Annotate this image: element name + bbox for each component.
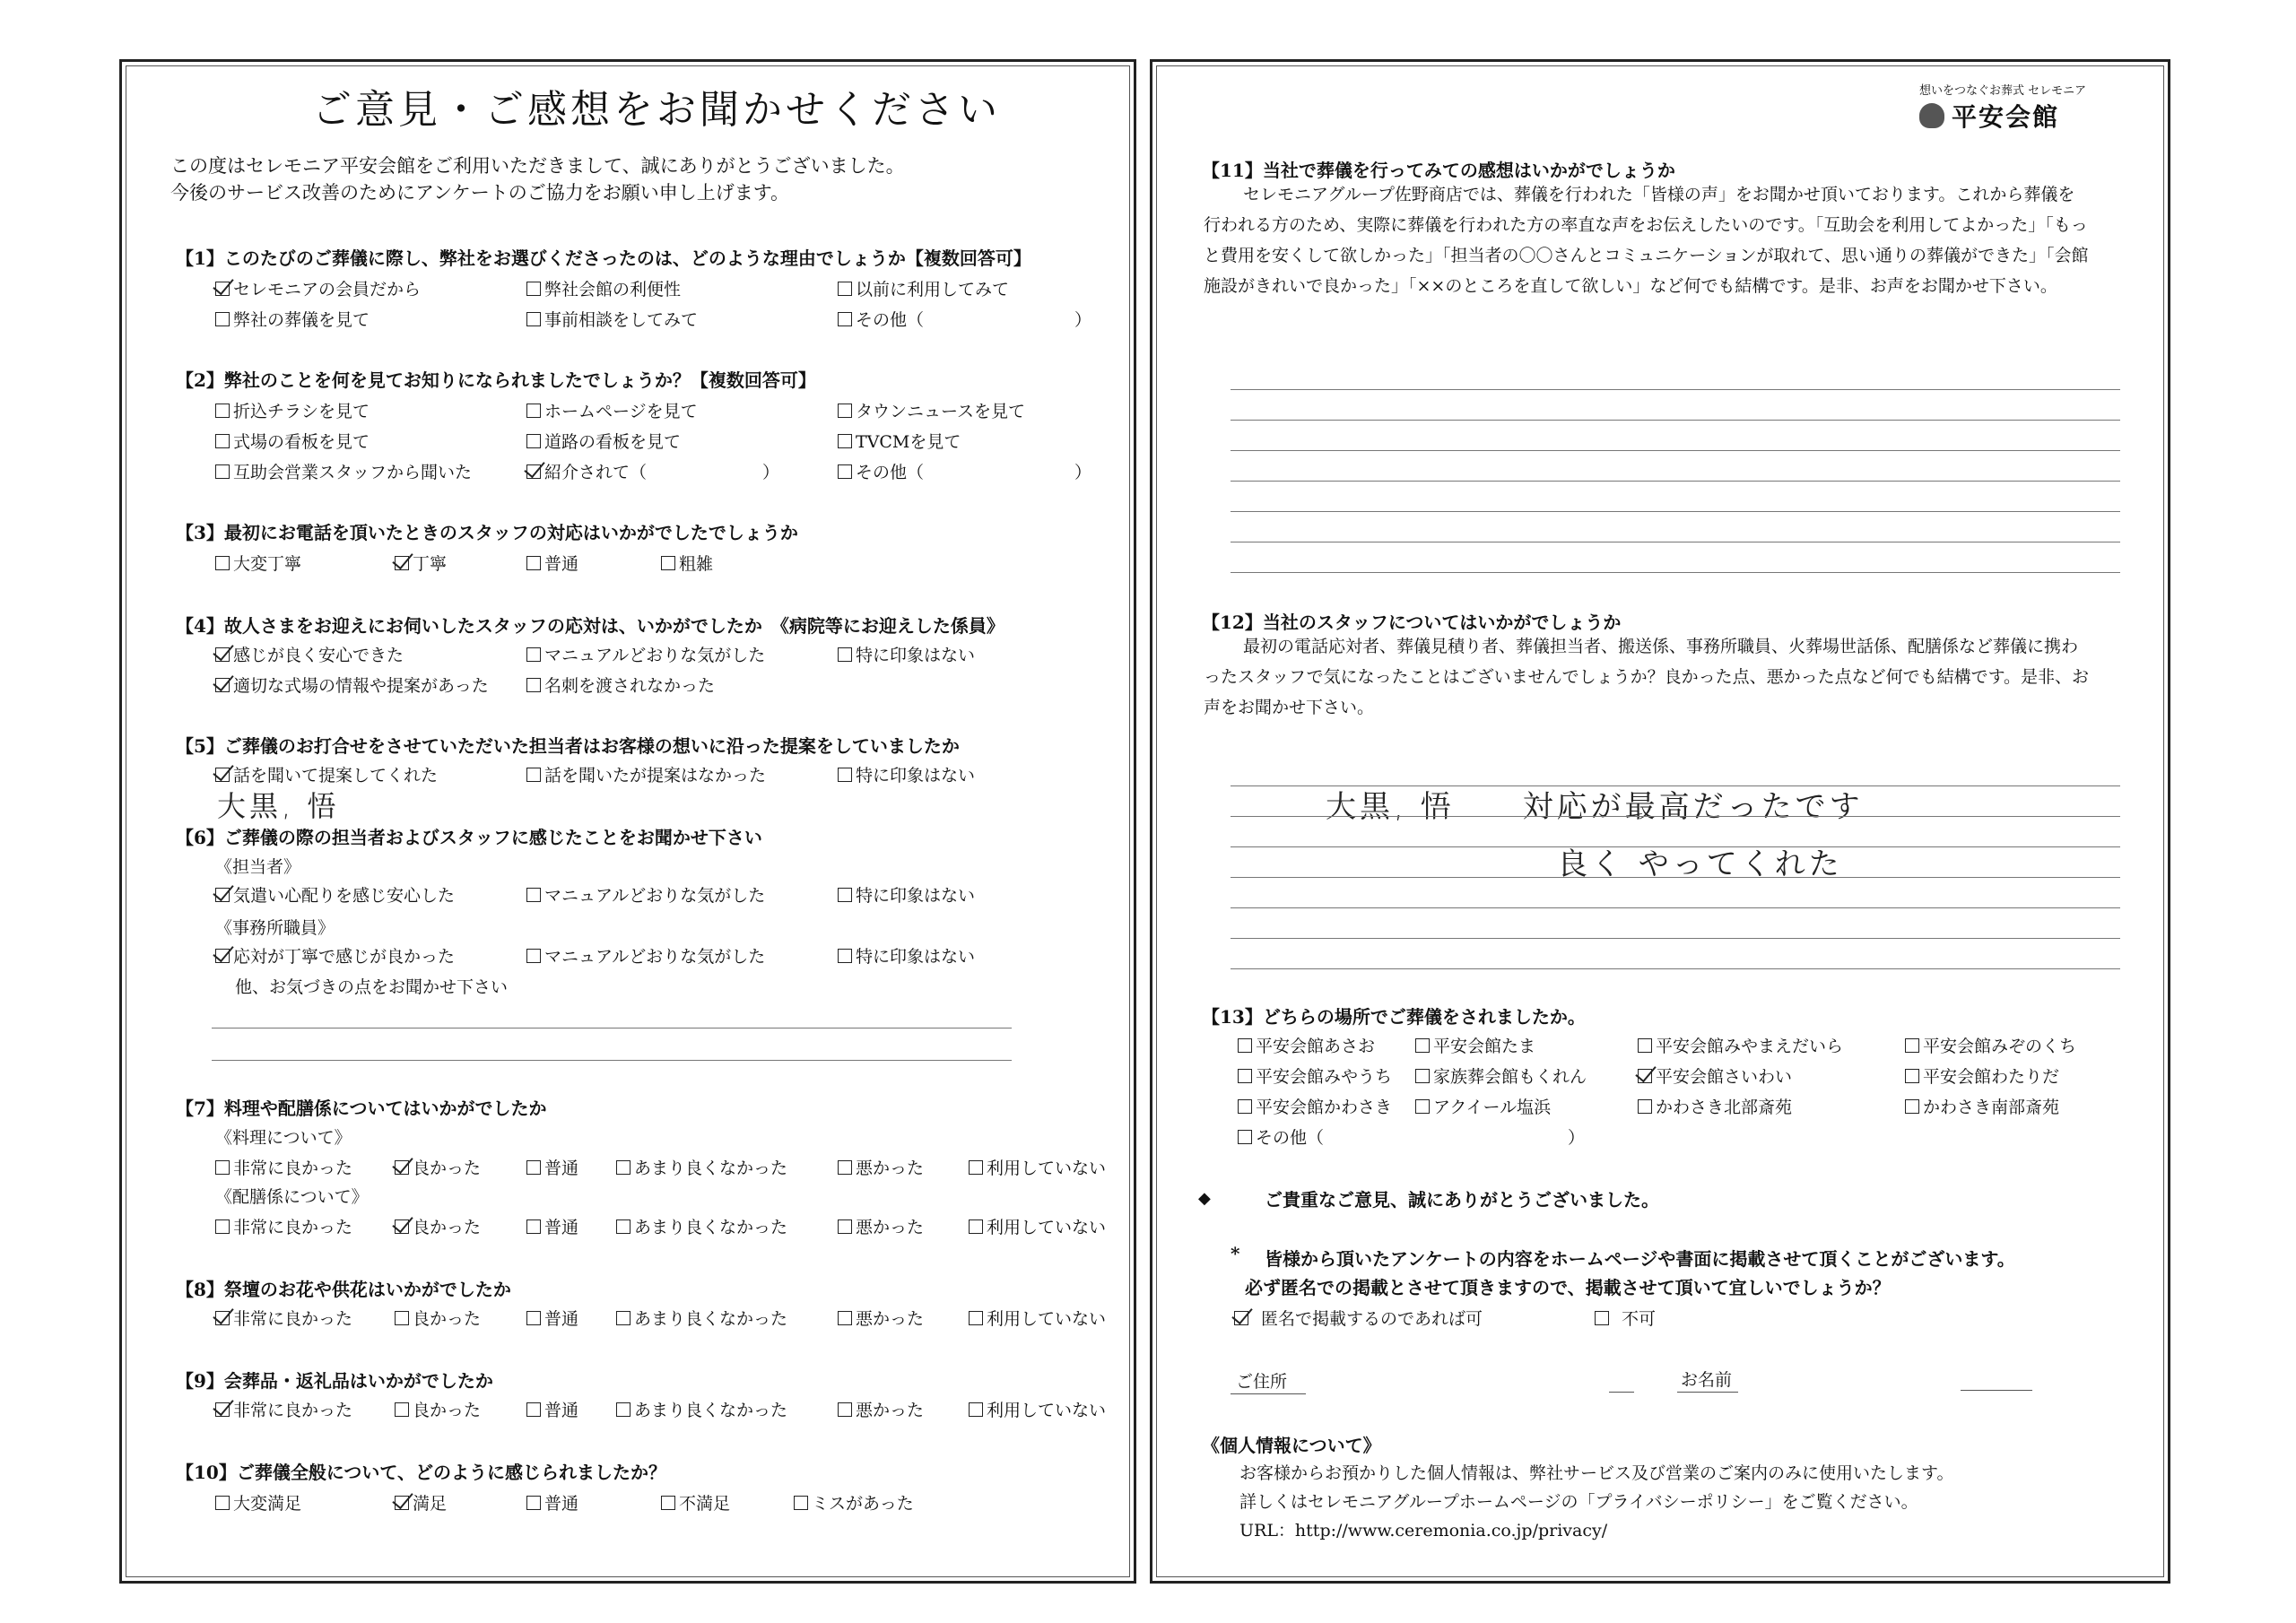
- q13-option[interactable]: 平安会館あさお: [1238, 1033, 1375, 1057]
- q6-option[interactable]: 特に印象はない: [838, 943, 975, 968]
- q12-handwriting-1: 大黒, 悟 対応が最高だったです: [1326, 789, 1864, 825]
- name-field-line[interactable]: [1961, 1390, 2032, 1391]
- checkbox[interactable]: [526, 556, 541, 570]
- q6-answer-line[interactable]: [212, 1060, 1012, 1061]
- q7-serving-option[interactable]: 利用していない: [969, 1214, 1106, 1238]
- q13-option[interactable]: 平安会館みやうち: [1238, 1063, 1392, 1088]
- checkbox[interactable]: [215, 1496, 230, 1510]
- q7-serving-option[interactable]: 悪かった: [838, 1214, 924, 1238]
- address-label: ご住所: [1236, 1372, 1288, 1392]
- q6-sub-staff: 《担当者》: [215, 857, 301, 877]
- q7-serving-option[interactable]: 非常に良かった: [215, 1214, 352, 1238]
- q2-option[interactable]: 式場の看板を見て: [215, 429, 370, 453]
- q12-answer-line[interactable]: [1231, 785, 2120, 786]
- checkbox[interactable]: [1238, 1038, 1252, 1053]
- publish-line-2: 必ず匿名での掲載とさせて頂きますので、掲載させて頂いて宜しいでしょうか？: [1245, 1277, 1891, 1298]
- q13-option[interactable]: 平安会館みぞのくち: [1905, 1033, 2076, 1057]
- checkbox[interactable]: [1238, 1069, 1252, 1083]
- checkbox[interactable]: [215, 464, 230, 479]
- page-title: ご意見・ご感想をお聞かせください: [312, 87, 1001, 133]
- checkbox[interactable]: [215, 404, 230, 418]
- q4-option[interactable]: マニュアルどおりな気がした: [526, 642, 765, 666]
- checkbox[interactable]: [838, 888, 852, 902]
- checkbox[interactable]: [215, 647, 230, 662]
- privacy-url-link[interactable]: URL：http://www.ceremonia.co.jp/privacy/: [1239, 1521, 1608, 1541]
- q1-option[interactable]: 弊社会館の利便性: [526, 276, 681, 300]
- checkbox[interactable]: [215, 1160, 230, 1175]
- q1-option-other[interactable]: その他（: [838, 307, 924, 331]
- asterisk-icon: *: [1231, 1243, 1240, 1264]
- q7-food-option[interactable]: 非常に良かった: [215, 1155, 352, 1179]
- q3-option[interactable]: 丁寧: [395, 551, 447, 575]
- checkbox[interactable]: [1238, 1099, 1252, 1114]
- q4-option[interactable]: 適切な式場の情報や提案があった: [215, 673, 489, 697]
- q13-option[interactable]: 平安会館たま: [1415, 1033, 1535, 1057]
- q12-answer-line[interactable]: [1231, 968, 2120, 969]
- privacy-line-2: 詳しくはセレモニアグループホームページの「プライバシーポリシー」をご覧ください。: [1239, 1492, 1918, 1512]
- checkbox[interactable]: [526, 888, 541, 902]
- q11-answer-line[interactable]: [1231, 389, 2120, 390]
- checkbox[interactable]: [838, 312, 852, 326]
- checkbox[interactable]: [838, 949, 852, 963]
- q9-option[interactable]: 良かった: [395, 1397, 481, 1421]
- checkbox[interactable]: [838, 1160, 852, 1175]
- company-logo: [1919, 81, 2086, 134]
- q10-label: 【10】ご葬儀全般について、どのように感じられましたか？: [176, 1462, 667, 1483]
- q8-option[interactable]: 普通: [526, 1306, 578, 1330]
- q5-option[interactable]: 話を聞いたが提案はなかった: [526, 762, 766, 786]
- checkbox[interactable]: [526, 1496, 541, 1510]
- checkbox[interactable]: [838, 434, 852, 448]
- q12-label: 【12】当社のスタッフについてはいかがでしょうか: [1202, 612, 1622, 633]
- paren-close: ）: [1074, 463, 1092, 482]
- q7-food-option[interactable]: 普通: [526, 1155, 578, 1179]
- checkbox[interactable]: [838, 464, 852, 479]
- q10-option[interactable]: 不満足: [661, 1490, 730, 1515]
- checkbox[interactable]: [838, 282, 852, 296]
- q7-food-option[interactable]: 悪かった: [838, 1155, 924, 1179]
- checkbox[interactable]: [526, 1402, 541, 1417]
- q7-food-option[interactable]: 良かった: [395, 1155, 481, 1179]
- q5-option[interactable]: 特に印象はない: [838, 762, 975, 786]
- checkbox[interactable]: [1415, 1069, 1430, 1083]
- checkbox[interactable]: [1638, 1099, 1652, 1114]
- q7-sub-serving: 《配膳係について》: [215, 1187, 369, 1207]
- checkbox[interactable]: [616, 1219, 631, 1234]
- checkbox[interactable]: [215, 678, 230, 692]
- checkbox[interactable]: [215, 1402, 230, 1417]
- q8-option[interactable]: 非常に良かった: [215, 1306, 352, 1330]
- q12-answer-line[interactable]: [1231, 846, 2120, 847]
- q2-option[interactable]: TVCMを見て: [838, 429, 961, 453]
- checkbox[interactable]: [1234, 1311, 1248, 1325]
- address-underline[interactable]: [1231, 1393, 1306, 1394]
- checkbox[interactable]: [215, 312, 230, 326]
- q3-option[interactable]: 粗雑: [661, 551, 713, 575]
- name-underline[interactable]: [1677, 1392, 1738, 1393]
- q4-option[interactable]: 特に印象はない: [838, 642, 975, 666]
- q12-handwriting-2: 良く やってくれた: [1557, 846, 1843, 882]
- checkbox[interactable]: [661, 1496, 675, 1510]
- q13-option[interactable]: 平安会館わたりだ: [1905, 1063, 2059, 1088]
- checkbox[interactable]: [1638, 1069, 1652, 1083]
- checkbox[interactable]: [526, 404, 541, 418]
- checkbox[interactable]: [215, 434, 230, 448]
- checkbox[interactable]: [1238, 1130, 1252, 1144]
- q13-option[interactable]: 平安会館かわさき: [1238, 1094, 1392, 1118]
- q13-option[interactable]: 平安会館さいわい: [1638, 1063, 1792, 1088]
- q5-label: 【5】ご葬儀のお打合せをさせていただいた担当者はお客様の想いに沿った提案をしていましたか: [176, 735, 960, 757]
- checkbox[interactable]: [526, 1219, 541, 1234]
- checkbox[interactable]: [838, 1402, 852, 1417]
- q3-label: 【3】最初にお電話を頂いたときのスタッフの対応はいかがでしたでしょうか: [176, 522, 798, 543]
- q1-label: 【1】このたびのご葬儀に際し、弊社をお選びくださったのは、どのような理由でしょうか【複数回答可】: [176, 247, 1031, 269]
- q6-option[interactable]: 気遣い心配りを感じ安心した: [215, 882, 455, 907]
- q11-answer-line[interactable]: [1231, 572, 2120, 573]
- checkbox[interactable]: [1905, 1069, 1919, 1083]
- q2-option-referral[interactable]: 紹介されて（: [526, 459, 647, 483]
- q13-option[interactable]: かわさき北部斎苑: [1638, 1094, 1792, 1118]
- q12-text: 最初の電話応対者、葬儀見積り者、葬儀担当者、搬送係、事務所職員、火葬場世話係、配膳係など葬儀に携わったスタッフで気になったことはございませんでしょうか？良かった点、悪かった点など何でも結構です。是非、お声をお聞かせ下さい。: [1204, 637, 2090, 717]
- q2-option[interactable]: 互助会営業スタッフから聞いた: [215, 459, 472, 483]
- q12-answer-line[interactable]: [1231, 938, 2120, 939]
- logo-tagline: 想いをつなぐお葬式 セレモニア: [1919, 84, 2087, 98]
- checkbox[interactable]: [395, 1160, 409, 1175]
- q11-answer-line[interactable]: [1231, 420, 2120, 421]
- q7-serving-option[interactable]: あまり良くなかった: [616, 1214, 787, 1238]
- q4-label: 【4】故人さまをお迎えにお伺いしたスタッフの応対は、いかがでしたか 《病院等にお迎えした係員》: [176, 615, 1004, 637]
- q1-option[interactable]: 以前に利用してみて: [838, 276, 1009, 300]
- paren-close: ）: [1074, 310, 1092, 330]
- q2-option[interactable]: 道路の看板を見て: [526, 429, 681, 453]
- q13-option-other[interactable]: その他（: [1238, 1124, 1324, 1149]
- q2-option[interactable]: ホームページを見て: [526, 398, 698, 422]
- checkbox[interactable]: [1415, 1038, 1430, 1053]
- checkbox[interactable]: [969, 1219, 983, 1234]
- q12-answer-line[interactable]: [1231, 816, 2120, 817]
- q2-option[interactable]: 折込チラシを見て: [215, 398, 370, 422]
- q1-option[interactable]: 事前相談をしてみて: [526, 307, 698, 331]
- q13-option[interactable]: かわさき南部斎苑: [1905, 1094, 2059, 1118]
- publish-option-no[interactable]: 不可: [1595, 1306, 1656, 1330]
- q8-option[interactable]: 悪かった: [838, 1306, 924, 1330]
- q3-option[interactable]: 大変丁寧: [215, 551, 301, 575]
- checkbox[interactable]: [526, 464, 541, 479]
- q6-option[interactable]: 特に印象はない: [838, 882, 975, 907]
- checkbox[interactable]: [395, 1496, 409, 1510]
- q11-text: セレモニアグループ佐野商店では、葬儀を行われた「皆様の声」をお聞かせ頂いております。これから葬儀を行われる方のため、実際に葬儀を行われた方の率直な声をお伝えしたいのです。「互助会を利用してよかった」「もっと費用を安くして欲しかった」「担当者の〇〇さんとコミュニケーションが取れて、思い通りの葬儀ができた」「会館施設がきれいで良かった」「××のところを直して欲しい」など何でも結構です。是非、お声をお聞かせ下さい。: [1204, 185, 2089, 296]
- q8-option[interactable]: あまり良くなかった: [616, 1306, 787, 1330]
- checkbox[interactable]: [838, 768, 852, 782]
- checkbox[interactable]: [215, 282, 230, 296]
- q6-label: 【6】ご葬儀の際の担当者およびスタッフに感じたことをお聞かせ下さい: [176, 827, 762, 848]
- q6-option[interactable]: 応対が丁寧で感じが良かった: [215, 943, 455, 968]
- q3-option[interactable]: 普通: [526, 551, 578, 575]
- paren-close: ）: [762, 463, 780, 482]
- q10-option[interactable]: 普通: [526, 1490, 578, 1515]
- checkbox[interactable]: [215, 556, 230, 570]
- checkbox[interactable]: [616, 1160, 631, 1175]
- checkbox[interactable]: [526, 768, 541, 782]
- q2-option[interactable]: タウンニュースを見て: [838, 398, 1025, 422]
- q9-option[interactable]: 悪かった: [838, 1397, 924, 1421]
- q12-answer-line[interactable]: [1231, 877, 2120, 878]
- privacy-line-1: お客様からお預かりした個人情報は、弊社サービス及び営業のご案内のみに使用いたします。: [1239, 1463, 1954, 1483]
- q9-label: 【9】会葬品・返礼品はいかがでしたか: [176, 1370, 493, 1392]
- intro-line-2: 今後のサービス改善のためにアンケートのご協力をお願い申し上げます。: [170, 182, 790, 204]
- checkbox[interactable]: [215, 888, 230, 902]
- checkbox[interactable]: [661, 556, 675, 570]
- checkbox[interactable]: [1415, 1099, 1430, 1114]
- q7-sub-food: 《料理について》: [215, 1128, 352, 1148]
- thanks-message: ご貴重なご意見、誠にありがとうございました。: [1265, 1189, 1659, 1211]
- q10-option[interactable]: ミスがあった: [794, 1490, 914, 1515]
- checkbox[interactable]: [794, 1496, 808, 1510]
- q7-serving-option[interactable]: 良かった: [395, 1214, 481, 1238]
- publish-line-1: 皆様から頂いたアンケートの内容をホームページや書面に掲載させて頂くことがございます。: [1265, 1248, 2015, 1270]
- q9-option[interactable]: 普通: [526, 1397, 578, 1421]
- q2-option-other[interactable]: その他（: [838, 459, 924, 483]
- checkbox[interactable]: [838, 1311, 852, 1325]
- checkbox[interactable]: [616, 1402, 631, 1417]
- checkbox[interactable]: [616, 1311, 631, 1325]
- checkbox[interactable]: [526, 1311, 541, 1325]
- q6-other-prompt: 他、お気づきの点をお聞かせ下さい: [235, 977, 509, 997]
- q11-label: 【11】当社で葬儀を行ってみての感想はいかがでしょうか: [1202, 160, 1675, 181]
- checkbox[interactable]: [215, 1311, 230, 1325]
- checkbox[interactable]: [969, 1311, 983, 1325]
- heart-logo-icon: [1919, 103, 1944, 128]
- q4-option[interactable]: 感じが良く安心できた: [215, 642, 404, 666]
- checkbox[interactable]: [526, 647, 541, 662]
- checkbox[interactable]: [215, 1219, 230, 1234]
- checkbox[interactable]: [526, 949, 541, 963]
- checkbox[interactable]: [838, 1219, 852, 1234]
- q10-option[interactable]: 満足: [395, 1490, 447, 1515]
- checkbox[interactable]: [526, 312, 541, 326]
- checkbox[interactable]: [838, 404, 852, 418]
- paren-close: ）: [1568, 1128, 1586, 1148]
- checkbox[interactable]: [526, 434, 541, 448]
- q13-option[interactable]: アクイール塩浜: [1415, 1094, 1551, 1118]
- q7-food-option[interactable]: 利用していない: [969, 1155, 1106, 1179]
- q6-sub-office: 《事務所職員》: [215, 918, 335, 938]
- publish-option-anonymous[interactable]: 匿名で掲載するのであれば可: [1234, 1306, 1483, 1330]
- q10-option[interactable]: 大変満足: [215, 1490, 301, 1515]
- checkbox[interactable]: [1595, 1311, 1609, 1325]
- q11-answer-line[interactable]: [1231, 450, 2120, 451]
- q7-label: 【7】料理や配膳係についてはいかがでしたか: [176, 1098, 547, 1119]
- checkbox[interactable]: [526, 678, 541, 692]
- checkbox[interactable]: [215, 768, 230, 782]
- q11-answer-line[interactable]: [1231, 511, 2120, 512]
- checkbox[interactable]: [1905, 1099, 1919, 1114]
- checkbox[interactable]: [969, 1160, 983, 1175]
- q1-option[interactable]: 弊社の葬儀を見て: [215, 307, 370, 331]
- q9-option[interactable]: 非常に良かった: [215, 1397, 352, 1421]
- address-field-line[interactable]: [1609, 1392, 1634, 1393]
- q13-option[interactable]: 平安会館みやまえだいら: [1638, 1033, 1843, 1057]
- checkbox[interactable]: [969, 1402, 983, 1417]
- q1-option[interactable]: セレモニアの会員だから: [215, 276, 421, 300]
- checkbox[interactable]: [395, 1219, 409, 1234]
- q7-food-option[interactable]: あまり良くなかった: [616, 1155, 787, 1179]
- checkbox[interactable]: [395, 1311, 409, 1325]
- diamond-icon: ◆: [1198, 1189, 1211, 1208]
- q8-label: 【8】祭壇のお花や供花はいかがでしたか: [176, 1279, 511, 1300]
- intro-line-1: この度はセレモニア平安会館をご利用いただきまして、誠にありがとうございました。: [170, 155, 905, 177]
- q6-option[interactable]: マニュアルどおりな気がした: [526, 943, 765, 968]
- q9-option[interactable]: あまり良くなかった: [616, 1397, 787, 1421]
- checkbox[interactable]: [1638, 1038, 1652, 1053]
- checkbox[interactable]: [1905, 1038, 1919, 1053]
- q5-option[interactable]: 話を聞いて提案してくれた: [215, 762, 438, 786]
- checkbox[interactable]: [526, 1160, 541, 1175]
- q11-answer-line[interactable]: [1231, 481, 2120, 482]
- name-label: お名前: [1681, 1370, 1733, 1390]
- q13-label: 【13】どちらの場所でご葬儀をされましたか。: [1202, 1006, 1586, 1028]
- q8-option[interactable]: 利用していない: [969, 1306, 1106, 1330]
- checkbox[interactable]: [395, 556, 409, 570]
- checkbox[interactable]: [215, 949, 230, 963]
- checkbox[interactable]: [395, 1402, 409, 1417]
- checkbox[interactable]: [526, 282, 541, 296]
- checkbox[interactable]: [838, 647, 852, 662]
- logo-name: 平安会館: [1952, 102, 2060, 132]
- q13-option[interactable]: 家族葬会館もくれん: [1415, 1063, 1587, 1088]
- q4-option[interactable]: 名刺を渡されなかった: [526, 673, 715, 697]
- privacy-title: 《個人情報について》: [1202, 1435, 1381, 1456]
- q2-label: 【2】弊社のことを何を見てお知りになられましたでしょうか？【複数回答可】: [176, 369, 816, 391]
- q7-serving-option[interactable]: 普通: [526, 1214, 578, 1238]
- q6-option[interactable]: マニュアルどおりな気がした: [526, 882, 765, 907]
- q8-option[interactable]: 良かった: [395, 1306, 481, 1330]
- q5-handwritten-name: 大黒, 悟: [217, 789, 340, 823]
- q12-answer-line[interactable]: [1231, 907, 2120, 908]
- q9-option[interactable]: 利用していない: [969, 1397, 1106, 1421]
